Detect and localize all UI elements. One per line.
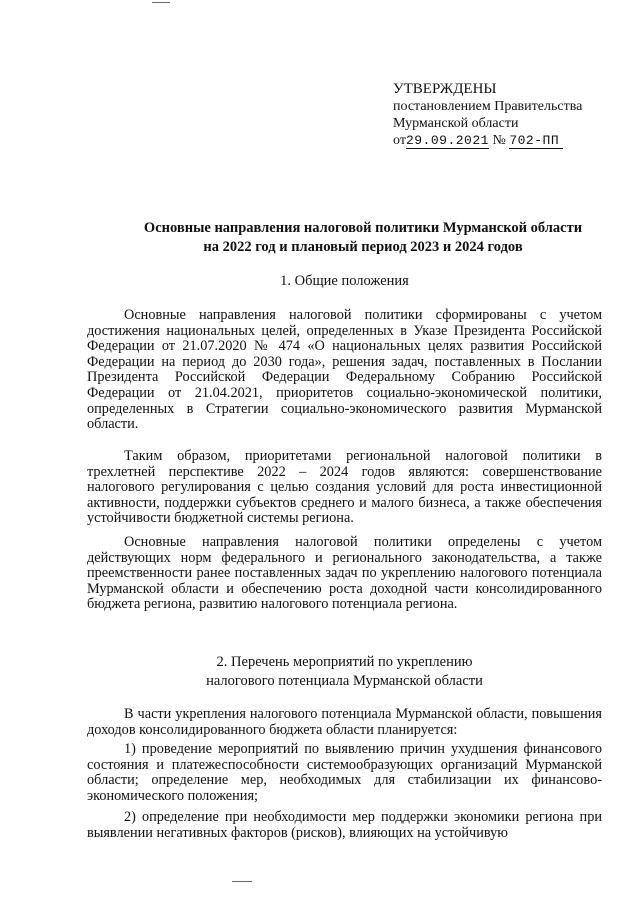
scan-mark-bottom xyxy=(232,881,252,882)
section-1-heading: 1. Общие положения xyxy=(280,273,409,289)
approval-date: 29.09.2021 xyxy=(405,133,489,148)
approval-date-row xyxy=(393,132,628,149)
scan-mark-top xyxy=(152,2,170,3)
approval-number-label: № xyxy=(492,133,506,148)
approval-from-label: от xyxy=(393,133,406,148)
approval-line-1: постановлением Правительства xyxy=(393,99,583,114)
section-2-paragraph-1: В части укрепления налогового потенциала Мурманской области, повышения доходов консолидированного бюджета области планируется: xyxy=(87,706,602,738)
section-1-paragraph-2: Таким образом, приоритетами региональной налоговой политики в трехлетней перспективе 2022 – 2024 годов являются: совершенствование налогового регулирования с целью создания условий для роста инвестиционной активности, поддержки субъектов среднего и малого бизнеса, а также обеспечения устойчивости бюджетной системы региона. xyxy=(87,448,602,527)
title-line-1: Основные направления налоговой политики Мурманской области xyxy=(143,220,583,236)
approval-line-2: Мурманской области xyxy=(393,116,519,131)
section-1-paragraph-3: Основные направления налоговой политики определены с учетом действующих норм федерального и регионального законодательства, а также преемственности ранее поставленных задач по укреплению налогового потенциала Мурманской области и обеспечению роста доходной части консолидированного бюджета региона, развитию налогового потенциала региона. xyxy=(87,534,602,613)
section-1-paragraph-1: Основные направления налоговой политики сформированы с учетом достижения национальных целей, определенных в Указе Президента Российской Федерации от 21.07.2020 № 474 «О национальных целях развития Российской Федерации на период до 2030 года», решения задач, поставленных в Послании Президента Российской Федерации Федеральному Собранию Российской Федерации от 21.04.2021, приоритетов социально-экономической политики, определенных в Стратегии социально-экономического развития Мурманской области. xyxy=(87,307,602,433)
section-2-heading xyxy=(87,653,602,691)
approval-block xyxy=(393,81,628,149)
title-line-2: на 2022 год и плановый период 2023 и 2024 годов xyxy=(203,239,523,255)
section-2-heading-line-1: 2. Перечень мероприятий по укреплению xyxy=(216,654,473,670)
approval-heading: УТВЕРЖДЕНЫ xyxy=(393,81,497,97)
section-2-heading-line-2: налогового потенциала Мурманской области xyxy=(206,673,483,689)
section-2-paragraph-3: 2) определение при необходимости мер поддержки экономики региона при выявлении негативных факторов (рисков), влияющих на устойчивую xyxy=(87,809,602,841)
approval-number: 702-ПП xyxy=(509,133,563,149)
section-2-paragraph-2: 1) проведение мероприятий по выявлению причин ухудшения финансового состояния и платежеспособности системообразующих организаций Мурманской области; определение мер, необходимых для стабилизации их финансово-экономического положения; xyxy=(87,741,602,804)
document-title xyxy=(118,219,608,257)
